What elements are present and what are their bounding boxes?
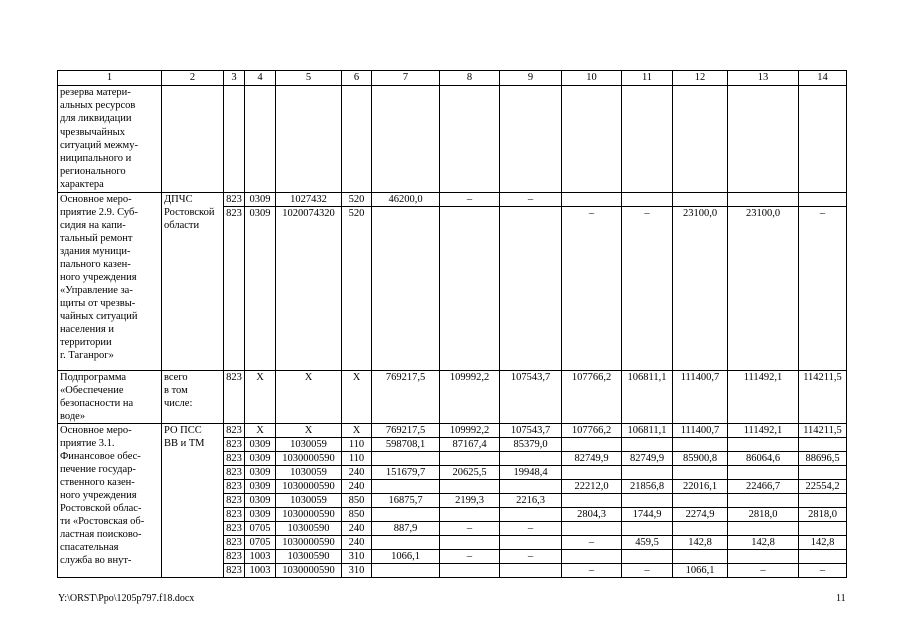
table-cell: 85379,0 [500, 437, 562, 451]
table-cell: 2274,9 [673, 507, 728, 521]
table-cell: 111400,7 [673, 370, 728, 423]
cell-line: «Управление за- [60, 284, 133, 296]
table-cell: 887,9 [372, 521, 440, 535]
table-cell [622, 521, 673, 535]
table-cell: 2199,3 [440, 493, 500, 507]
cell-line: Ростовской [164, 206, 215, 218]
table-cell [562, 493, 622, 507]
table-cell: Х [245, 370, 276, 423]
table-cell [162, 86, 224, 193]
table-cell: 598708,1 [372, 437, 440, 451]
table-cell: – [799, 206, 847, 370]
table-cell: 823 [224, 437, 245, 451]
table-cell [799, 549, 847, 563]
table-cell [622, 549, 673, 563]
table-cell [562, 521, 622, 535]
cell-line: Подпрограмма [60, 371, 127, 383]
table-cell: 823 [224, 549, 245, 563]
table-cell: 114211,5 [799, 423, 847, 437]
table-cell [728, 521, 799, 535]
table-cell: 151679,7 [372, 465, 440, 479]
measure-name [58, 370, 162, 423]
table-cell [799, 465, 847, 479]
table-cell: – [799, 563, 847, 577]
table-row [58, 192, 847, 206]
table-cell: 86064,6 [728, 451, 799, 465]
table-cell: 110 [342, 451, 372, 465]
table-cell: 0309 [245, 192, 276, 206]
table-cell: 823 [224, 370, 245, 423]
column-header: 2 [162, 71, 224, 86]
cell-line: ного учреждения [60, 271, 137, 283]
table-cell [622, 86, 673, 193]
cell-line: г. Таганрог» [60, 349, 114, 361]
table-cell: 0309 [245, 206, 276, 370]
page-number: 11 [836, 593, 846, 604]
table-cell: Х [245, 423, 276, 437]
table-cell: 85900,8 [673, 451, 728, 465]
table-cell: 21856,8 [622, 479, 673, 493]
table-cell: 240 [342, 521, 372, 535]
table-cell: 1020074320 [276, 206, 342, 370]
column-header: 12 [673, 71, 728, 86]
table-cell: 823 [224, 521, 245, 535]
table-cell [372, 479, 440, 493]
column-header: 8 [440, 71, 500, 86]
table-cell [673, 493, 728, 507]
table-cell [500, 479, 562, 493]
table-row [58, 370, 847, 423]
cell-line: ластная поисково- [60, 528, 142, 540]
table-cell: 459,5 [622, 535, 673, 549]
cell-line: тальный ремонт [60, 232, 133, 244]
column-header: 9 [500, 71, 562, 86]
table-cell [372, 86, 440, 193]
table-cell: 107766,2 [562, 370, 622, 423]
cell-line: территории [60, 336, 112, 348]
cell-line: печение государ- [60, 463, 136, 475]
table-cell: 107543,7 [500, 370, 562, 423]
cell-line: приятие 2.9. Суб- [60, 206, 138, 218]
cell-line: приятие 3.1. [60, 437, 115, 449]
table-cell [440, 507, 500, 521]
table-cell [372, 563, 440, 577]
table-cell: 240 [342, 465, 372, 479]
table-cell [500, 451, 562, 465]
table-cell [728, 493, 799, 507]
table-cell [245, 86, 276, 193]
table-cell: 769217,5 [372, 423, 440, 437]
table-cell: 82749,9 [622, 451, 673, 465]
table-cell: 310 [342, 549, 372, 563]
cell-line: всего [164, 371, 188, 383]
cell-line: чрезвычайных [60, 126, 125, 138]
cell-line: здания муници- [60, 245, 131, 257]
cell-line: сидия на капи- [60, 219, 126, 231]
table-cell: 22554,2 [799, 479, 847, 493]
table-cell: 0309 [245, 465, 276, 479]
table-cell [440, 479, 500, 493]
table-cell [372, 206, 440, 370]
table-cell: – [622, 563, 673, 577]
table-cell: 240 [342, 479, 372, 493]
table-cell: – [440, 521, 500, 535]
table-cell: – [500, 549, 562, 563]
table-cell [799, 86, 847, 193]
table-cell: 1066,1 [372, 549, 440, 563]
table-cell: – [440, 192, 500, 206]
table-cell: – [622, 206, 673, 370]
table-cell: 0309 [245, 451, 276, 465]
cell-line: «Обеспечение [60, 384, 124, 396]
table-cell [622, 437, 673, 451]
column-header: 13 [728, 71, 799, 86]
table-cell: 88696,5 [799, 451, 847, 465]
table-cell: – [562, 535, 622, 549]
table-cell: 823 [224, 563, 245, 577]
column-header: 7 [372, 71, 440, 86]
table-cell: 1066,1 [673, 563, 728, 577]
cell-line: щиты от чрезвы- [60, 297, 136, 309]
table-cell [500, 535, 562, 549]
table-cell: – [500, 521, 562, 535]
executor-name [162, 423, 224, 577]
table-cell [673, 86, 728, 193]
table-cell: 106811,1 [622, 423, 673, 437]
table-cell: 2216,3 [500, 493, 562, 507]
table-cell: 22212,0 [562, 479, 622, 493]
cell-line: ного учреждения [60, 489, 137, 501]
table-cell: 111492,1 [728, 370, 799, 423]
measure-name [58, 423, 162, 577]
table-cell: 2818,0 [728, 507, 799, 521]
cell-line: характера [60, 179, 104, 191]
table-cell: 19948,4 [500, 465, 562, 479]
table-cell [276, 86, 342, 193]
cell-line: области [164, 219, 200, 231]
table-cell: – [562, 206, 622, 370]
header-row [58, 71, 847, 86]
table-cell: 114211,5 [799, 370, 847, 423]
table-cell: 46200,0 [372, 192, 440, 206]
cell-line: ти «Ростовская об- [60, 515, 145, 527]
table-cell: Х [342, 370, 372, 423]
table-cell: 1003 [245, 549, 276, 563]
table-cell: 1030000590 [276, 451, 342, 465]
table-cell: 1744,9 [622, 507, 673, 521]
table-cell: 10300590 [276, 549, 342, 563]
table-cell: 1003 [245, 563, 276, 577]
table-cell [562, 192, 622, 206]
cell-line: в том [164, 384, 188, 396]
table-cell: 0309 [245, 479, 276, 493]
table-cell: 823 [224, 465, 245, 479]
table-cell: 20625,5 [440, 465, 500, 479]
column-header: 10 [562, 71, 622, 86]
table-cell [372, 451, 440, 465]
cell-line: служба во внут- [60, 554, 132, 566]
table-cell: 823 [224, 451, 245, 465]
cell-line: чайных ситуаций [60, 310, 138, 322]
column-header: 14 [799, 71, 847, 86]
table-cell: 109992,2 [440, 370, 500, 423]
cell-line: Основное меро- [60, 424, 132, 436]
table-cell: 1030059 [276, 465, 342, 479]
table-cell: 1030059 [276, 493, 342, 507]
table-cell: Х [276, 423, 342, 437]
executor-name [162, 370, 224, 423]
table-cell: 1027432 [276, 192, 342, 206]
table-cell: 823 [224, 535, 245, 549]
executor-name [162, 192, 224, 370]
table-cell [673, 437, 728, 451]
cell-line: ниципального и [60, 153, 132, 165]
table-cell: 240 [342, 535, 372, 549]
table-cell: 1030000590 [276, 479, 342, 493]
cell-line: регионального [60, 166, 126, 178]
table-cell: 823 [224, 479, 245, 493]
table-cell: 23100,0 [728, 206, 799, 370]
table-cell [622, 192, 673, 206]
table-cell [562, 465, 622, 479]
table-cell: 0705 [245, 521, 276, 535]
table-cell [562, 549, 622, 563]
table-cell: 87167,4 [440, 437, 500, 451]
table-cell: 1030000590 [276, 563, 342, 577]
table-cell: 2804,3 [562, 507, 622, 521]
table-cell: 1030059 [276, 437, 342, 451]
cell-line: Ростовской облас- [60, 502, 142, 514]
table-cell: 769217,5 [372, 370, 440, 423]
table-cell: 107543,7 [500, 423, 562, 437]
table-cell [673, 521, 728, 535]
cell-line: РО ПСС [164, 424, 202, 436]
table-cell: 823 [224, 507, 245, 521]
cell-line: Финансовое обес- [60, 450, 141, 462]
table-cell [224, 86, 245, 193]
cell-line: безопасности на [60, 397, 134, 409]
table-cell [440, 535, 500, 549]
table-cell: 0705 [245, 535, 276, 549]
table-cell: 107766,2 [562, 423, 622, 437]
table-cell: 142,8 [799, 535, 847, 549]
table-cell: 1030000590 [276, 507, 342, 521]
table-cell [440, 206, 500, 370]
table-cell: 111400,7 [673, 423, 728, 437]
table-cell: 823 [224, 192, 245, 206]
table-cell: 310 [342, 563, 372, 577]
table-cell [372, 535, 440, 549]
table-cell: Х [342, 423, 372, 437]
table-cell: – [500, 192, 562, 206]
table-cell [440, 86, 500, 193]
column-header: 5 [276, 71, 342, 86]
table-cell [799, 521, 847, 535]
column-header: 4 [245, 71, 276, 86]
cell-line: ственного казен- [60, 476, 135, 488]
budget-table [57, 70, 847, 578]
table-cell: 0309 [245, 507, 276, 521]
table-cell: 10300590 [276, 521, 342, 535]
table-cell: 520 [342, 206, 372, 370]
table-cell [673, 465, 728, 479]
table-cell: 111492,1 [728, 423, 799, 437]
table-cell [500, 206, 562, 370]
table-cell: 0309 [245, 493, 276, 507]
table-cell: 1030000590 [276, 535, 342, 549]
table-cell: 82749,9 [562, 451, 622, 465]
column-header: 11 [622, 71, 673, 86]
table-row [58, 86, 847, 193]
cell-line: резерва матери- [60, 87, 131, 98]
table-cell [500, 563, 562, 577]
table-cell [799, 493, 847, 507]
table-cell [728, 549, 799, 563]
table-cell: – [728, 563, 799, 577]
table-cell: – [562, 563, 622, 577]
table-cell: 106811,1 [622, 370, 673, 423]
table-cell [500, 86, 562, 193]
table-cell: Х [276, 370, 342, 423]
table-cell: 520 [342, 192, 372, 206]
table-cell: 823 [224, 206, 245, 370]
table-cell [799, 437, 847, 451]
table-cell: 22016,1 [673, 479, 728, 493]
cell-line: пального казен- [60, 258, 131, 270]
table-cell: 22466,7 [728, 479, 799, 493]
table-cell: 142,8 [673, 535, 728, 549]
table-cell [728, 465, 799, 479]
column-header: 6 [342, 71, 372, 86]
cell-line: ситуаций межму- [60, 139, 138, 151]
table-cell [440, 563, 500, 577]
table-row [58, 423, 847, 437]
table-cell: 142,8 [728, 535, 799, 549]
table-cell [622, 493, 673, 507]
cell-line: ВВ и ТМ [164, 437, 205, 449]
cell-line: воде» [60, 410, 86, 422]
document-path: Y:\ORST\Ppo\1205p797.f18.docx [58, 593, 195, 604]
table-cell [799, 192, 847, 206]
table-cell: 109992,2 [440, 423, 500, 437]
cell-line: альных ресурсов [60, 100, 136, 112]
table-cell: 2818,0 [799, 507, 847, 521]
table-cell [440, 451, 500, 465]
column-header: 1 [58, 71, 162, 86]
table-cell: 0309 [245, 437, 276, 451]
table-cell: 823 [224, 423, 245, 437]
column-header: 3 [224, 71, 245, 86]
table-cell: 110 [342, 437, 372, 451]
cell-line: для ликвидации [60, 113, 132, 125]
cell-line: Основное меро- [60, 193, 132, 205]
table-cell [673, 192, 728, 206]
table-cell [500, 507, 562, 521]
table-cell: 23100,0 [673, 206, 728, 370]
table-cell [728, 437, 799, 451]
table-cell: 850 [342, 507, 372, 521]
table-cell [562, 437, 622, 451]
cell-line: населения и [60, 323, 114, 335]
table-cell: 823 [224, 493, 245, 507]
cell-line: числе: [164, 397, 193, 409]
measure-name [58, 192, 162, 370]
table-cell: – [440, 549, 500, 563]
table-cell [342, 86, 372, 193]
measure-name [58, 86, 162, 193]
cell-line: спасательная [60, 541, 119, 553]
table-cell: 850 [342, 493, 372, 507]
table-cell: 16875,7 [372, 493, 440, 507]
table-cell [728, 86, 799, 193]
table-cell [372, 507, 440, 521]
table-cell [728, 192, 799, 206]
table-cell [562, 86, 622, 193]
table-cell [673, 549, 728, 563]
table-cell [622, 465, 673, 479]
cell-line: ДПЧС [164, 193, 193, 205]
